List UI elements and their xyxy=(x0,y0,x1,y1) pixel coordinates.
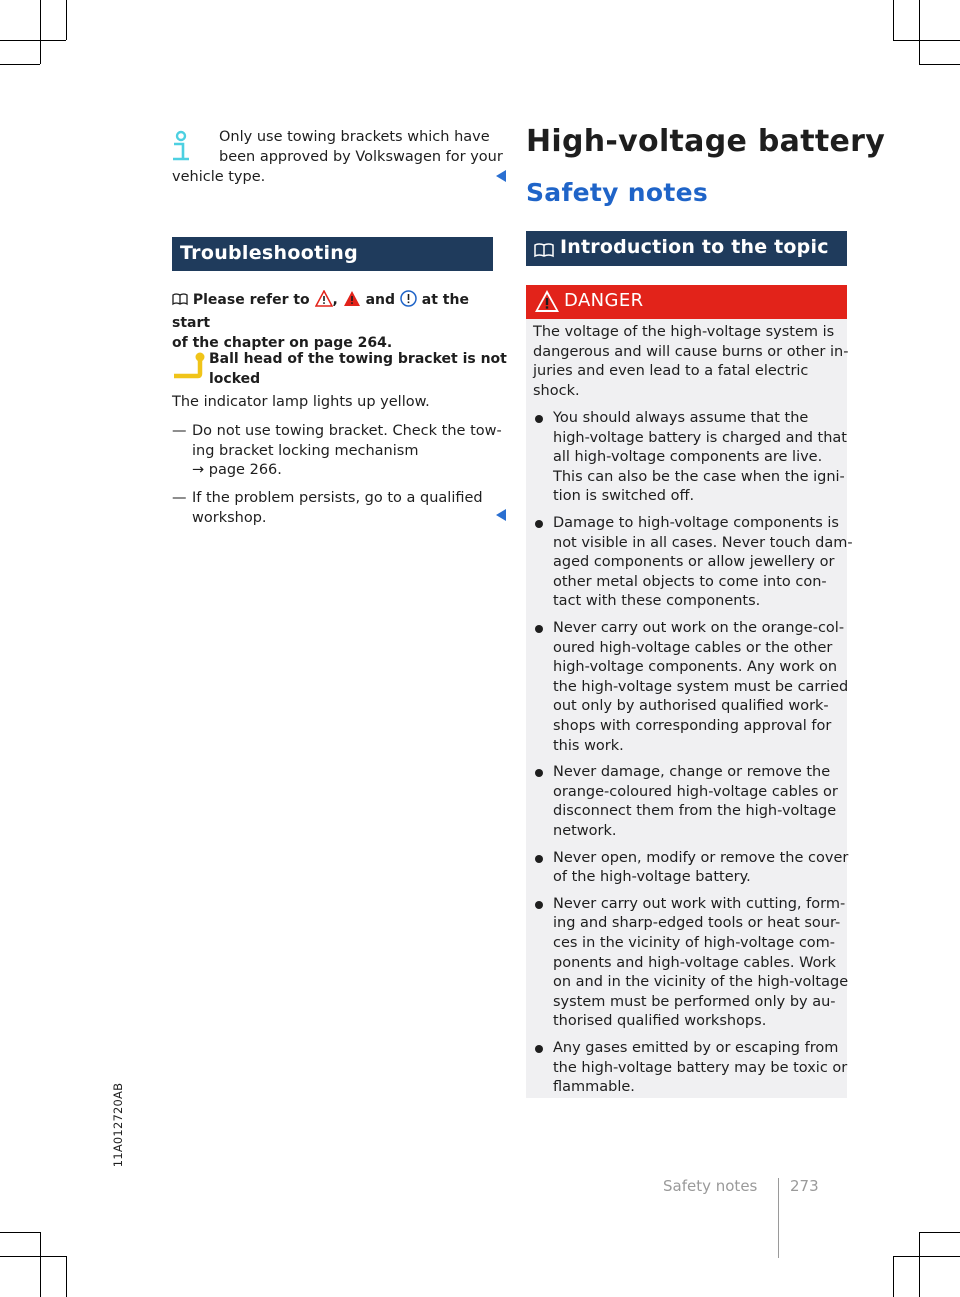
bullet-icon xyxy=(535,520,543,528)
step-1-line: Do not use towing bracket. Check the tow- xyxy=(192,423,502,439)
crop-mark xyxy=(919,64,960,65)
crop-mark xyxy=(0,64,40,65)
danger-bullet-line: Never carry out work with cutting, form- xyxy=(553,895,846,912)
warning-triangle-red-icon xyxy=(343,290,361,313)
crop-mark xyxy=(0,40,66,41)
arrow-icon: → xyxy=(192,462,205,478)
crop-mark xyxy=(919,0,920,64)
danger-bullet-line: Never open, modify or remove the cover xyxy=(553,849,849,866)
danger-bullet-line: high-voltage battery is charged and that xyxy=(553,429,847,446)
danger-bullet-line: this work. xyxy=(553,737,624,754)
danger-bullet-line: system must be performed only by au- xyxy=(553,993,836,1010)
warning-triangle-icon xyxy=(534,289,560,317)
step-dash: — xyxy=(172,490,187,506)
step-dash: — xyxy=(172,423,187,439)
danger-bullet-line: ing and sharp-edged tools or heat sour- xyxy=(553,915,841,932)
bullet-icon xyxy=(535,855,543,863)
danger-intro-line: The voltage of the high-voltage system is xyxy=(533,324,835,340)
danger-bullet-line: aged components or allow jewellery or xyxy=(553,554,835,571)
crop-mark xyxy=(893,1256,894,1297)
intro-title: Introduction to the topic xyxy=(560,236,829,258)
crop-mark xyxy=(0,1256,66,1257)
crop-mark xyxy=(40,0,41,64)
step-1-ref[interactable] xyxy=(192,461,282,481)
footer-section-name: Safety notes xyxy=(663,1177,758,1195)
troubleshooting-header xyxy=(172,237,493,271)
info-text-line: been approved by Volkswagen for your xyxy=(219,149,503,165)
crop-mark xyxy=(0,1232,40,1233)
danger-header xyxy=(526,285,847,319)
danger-bullet-line: out only by authorised qualified work- xyxy=(553,698,829,715)
danger-bullet-line: Never carry out work on the orange-col- xyxy=(553,620,845,636)
danger-bullet-line: Never damage, change or remove the xyxy=(553,764,831,781)
crop-mark xyxy=(66,1256,67,1297)
danger-bullet-line: network. xyxy=(553,822,617,839)
danger-bullet-line: tion is switched off. xyxy=(553,488,695,505)
danger-bullet-line: ponents and high-voltage cables. Work xyxy=(553,954,836,971)
danger-bullet-line: all high-voltage components are live. xyxy=(553,449,823,466)
danger-bullet-line: You should always assume that the xyxy=(553,410,809,426)
danger-intro-line: juries and even lead to a fatal electric xyxy=(533,363,809,380)
danger-bullet-line: flammable. xyxy=(553,1079,635,1096)
danger-bullet-line: of the high-voltage battery. xyxy=(553,869,751,886)
intro-header xyxy=(526,231,847,266)
danger-bullet-line: other metal objects to come into con- xyxy=(553,573,827,590)
warning-triangle-icon xyxy=(315,290,333,313)
page-ref: page 266. xyxy=(208,462,282,478)
step-2-line: If the problem persists, go to a qualified xyxy=(192,490,483,506)
refer-paragraph xyxy=(172,290,502,353)
step-1-line: ing bracket locking mechanism xyxy=(192,443,419,459)
bullet-icon xyxy=(535,415,543,423)
doc-code: 11A012720AB xyxy=(111,1082,125,1168)
danger-label: DANGER xyxy=(564,290,644,311)
danger-bullet-line: high-voltage components. Any work on xyxy=(553,659,838,676)
bullet-icon xyxy=(535,1045,543,1053)
refer-text: Please refer to xyxy=(192,292,310,308)
danger-bullet-line: shops with corresponding approval for xyxy=(553,718,832,734)
danger-bullet-line: not visible in all cases. Never touch dam- xyxy=(553,534,853,551)
danger-bullet-line: the high-voltage system must be carried xyxy=(553,678,849,695)
book-icon xyxy=(534,243,554,262)
troubleshooting-title: Troubleshooting xyxy=(180,242,358,264)
end-marker-icon xyxy=(496,170,506,182)
danger-intro xyxy=(533,323,848,401)
page-number: 273 xyxy=(790,1177,819,1195)
info-text-line: Only use towing brackets which have xyxy=(219,129,490,145)
crop-mark xyxy=(66,0,67,40)
danger-bullet-line: on and in the vicinity of the high-voltage xyxy=(553,974,849,991)
danger-intro-line: dangerous and will cause burns or other in- xyxy=(533,343,849,360)
refer-text: , xyxy=(332,292,338,308)
crop-mark xyxy=(40,1232,41,1297)
lamp-heading xyxy=(209,349,507,389)
lamp-heading-line: locked xyxy=(209,371,261,387)
lamp-heading-line: Ball head of the towing bracket is not xyxy=(209,351,507,367)
note-exclamation-icon xyxy=(400,290,417,313)
refer-text: and xyxy=(365,292,396,308)
book-icon xyxy=(172,292,188,312)
bullet-icon xyxy=(535,901,543,909)
danger-bullet-line: disconnect them from the high-voltage xyxy=(553,803,837,820)
indicator-text: The indicator lamp lights up yellow. xyxy=(172,394,430,410)
refer-text: at the start xyxy=(172,292,469,331)
info-icon xyxy=(170,130,192,164)
towing-lamp-icon xyxy=(172,350,206,380)
crop-mark xyxy=(919,1232,920,1297)
danger-bullet-line: tact with these components. xyxy=(553,593,761,610)
danger-bullet-line: orange-coloured high-voltage cables or xyxy=(553,783,838,800)
danger-intro-line: shock. xyxy=(533,382,580,399)
section-title: Safety notes xyxy=(526,178,709,207)
danger-bullet-line: Damage to high-voltage components is xyxy=(553,515,839,531)
danger-bullet-line: oured high-voltage cables or the other xyxy=(553,639,833,656)
chapter-title: High-voltage battery xyxy=(526,124,886,159)
footer-divider xyxy=(778,1178,779,1258)
danger-bullet-line: ces in the vicinity of high-voltage com- xyxy=(553,934,836,951)
crop-mark xyxy=(893,40,960,41)
info-text-line: vehicle type. xyxy=(172,169,266,185)
step-2-line: workshop. xyxy=(192,510,267,526)
crop-mark xyxy=(893,1256,960,1257)
danger-bullet-line: thorised qualified workshops. xyxy=(553,1013,767,1030)
refer-text: of the chapter on page 264. xyxy=(172,335,393,351)
crop-mark xyxy=(919,1232,960,1233)
danger-bullet-line: the high-voltage battery may be toxic or xyxy=(553,1059,848,1076)
danger-bullet-line: Any gases emitted by or escaping from xyxy=(553,1040,839,1056)
bullet-icon xyxy=(535,625,543,633)
end-marker-icon xyxy=(496,509,506,521)
crop-mark xyxy=(893,0,894,40)
danger-bullet-line: This can also be the case when the igni- xyxy=(553,468,845,485)
